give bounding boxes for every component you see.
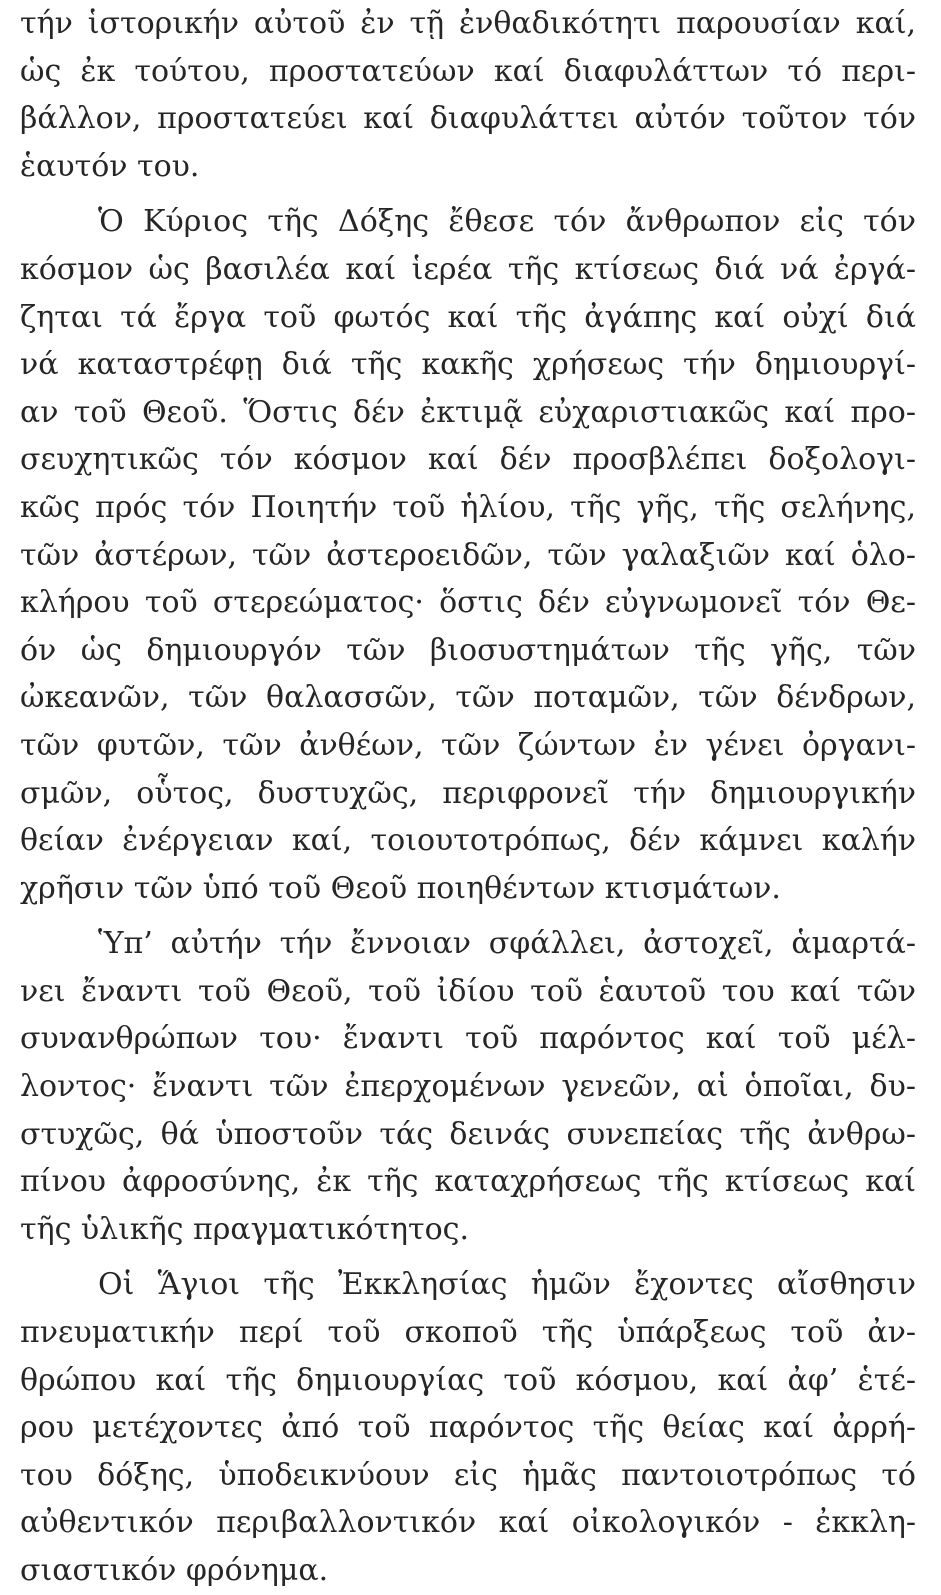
- text-line: σμῶν, οὗτος, δυστυχῶς, περιφρονεῖ τήν δημιουργικήν: [20, 775, 916, 811]
- paragraph-3: [20, 920, 916, 1253]
- text-line: σευχητικῶς τόν κόσμον καί δέν προσβλέπει δοξολογι-: [20, 442, 916, 478]
- text-line: σιαστικόν φρόνημα.: [20, 1553, 329, 1588]
- text-line: θείαν ἐνέργειαν καί, τοιουτοτρόπως, δέν κάμνει καλήν: [20, 823, 916, 859]
- paragraph-gap: [20, 912, 916, 920]
- text-line: ὠκεανῶν, τῶν θαλασσῶν, τῶν ποταμῶν, τῶν δένδρων,: [20, 680, 916, 716]
- text-line: τῶν φυτῶν, τῶν ἀνθέων, τῶν ζώντων ἐν γένει ὀργανι-: [20, 727, 916, 763]
- text-line: τῶν ἀστέρων, τῶν ἀστεροειδῶν, τῶν γαλαξιῶν καί ὁλο-: [20, 537, 916, 573]
- text-line: του δόξης, ὑποδεικνύουν εἰς ἡμᾶς παντοιοτρόπως τό: [20, 1457, 916, 1493]
- text-line: στυχῶς, θά ὑποστοῦν τάς δεινάς συνεπείας τῆς ἀνθρω-: [20, 1116, 916, 1152]
- text-line: τῆς ὑλικῆς πραγματικότητος.: [20, 1211, 470, 1247]
- text-line: ρου μετέχοντες ἀπό τοῦ παρόντος τῆς θείας καί ἀρρή-: [20, 1410, 916, 1446]
- text-line: ὡς ἐκ τούτου, προστατεύων καί διαφυλάττων τό περι-: [20, 53, 916, 89]
- paragraph-1: [20, 0, 916, 190]
- paragraph-gap: [20, 190, 916, 198]
- text-line: χρῆσιν τῶν ὑπό τοῦ Θεοῦ ποιηθέντων κτισμάτων.: [20, 870, 781, 906]
- paragraph-gap: [20, 1253, 916, 1261]
- text-line: νει ἔναντι τοῦ Θεοῦ, τοῦ ἰδίου τοῦ ἑαυτοῦ του καί τῶν: [20, 973, 916, 1009]
- text-line: τήν ἱστορικήν αὐτοῦ ἐν τῇ ἐνθαδικότητι παρουσίαν καί,: [20, 6, 916, 41]
- text-line: κῶς πρός τόν Ποιητήν τοῦ ἡλίου, τῆς γῆς, τῆς σελήνης,: [20, 489, 916, 525]
- text-line: Ὁ Κύριος τῆς Δόξης ἔθεσε τόν ἄνθρωπον εἰς τόν: [98, 204, 916, 240]
- document-page: [20, 0, 916, 1595]
- text-line: βάλλον, προστατεύει καί διαφυλάττει αὐτόν τοῦτον τόν: [20, 101, 916, 137]
- text-line: νά καταστρέφῃ διά τῆς κακῆς χρήσεως τήν δημιουργί-: [20, 347, 916, 383]
- text-line: Ὑπ’ αὐτήν τήν ἔννοιαν σφάλλει, ἀστοχεῖ, ἁμαρτά-: [98, 926, 916, 962]
- text-line: Οἱ Ἅγιοι τῆς Ἐκκλησίας ἡμῶν ἔχοντες αἴσθησιν: [98, 1267, 916, 1303]
- text-line: αὐθεντικόν περιβαλλοντικόν καί οἰκολογικόν - ἐκκλη-: [20, 1505, 916, 1541]
- text-line: ζηται τά ἔργα τοῦ φωτός καί τῆς ἀγάπης καί οὐχί διά: [20, 299, 916, 335]
- text-line: κόσμον ὡς βασιλέα καί ἱερέα τῆς κτίσεως διά νά ἐργά-: [20, 251, 916, 287]
- text-line: θρώπου καί τῆς δημιουργίας τοῦ κόσμου, καί ἀφ’ ἑτέ-: [20, 1362, 916, 1398]
- text-line: όν ὡς δημιουργόν τῶν βιοσυστημάτων τῆς γῆς, τῶν: [20, 632, 916, 668]
- text-line: λοντος· ἔναντι τῶν ἐπερχομένων γενεῶν, αἱ ὁποῖαι, δυ-: [20, 1069, 916, 1105]
- text-line: πίνου ἀφροσύνης, ἐκ τῆς καταχρήσεως τῆς κτίσεως καί: [20, 1164, 916, 1200]
- text-line: ἑαυτόν του.: [20, 148, 200, 184]
- paragraph-2: [20, 198, 916, 912]
- text-line: κλήρου τοῦ στερεώματος· ὅστις δέν εὐγνωμονεῖ τόν Θε-: [20, 585, 916, 621]
- text-line: αν τοῦ Θεοῦ. Ὅστις δέν ἐκτιμᾷ εὐχαριστιακῶς καί προ-: [20, 394, 916, 430]
- paragraph-4: [20, 1261, 916, 1594]
- text-line: πνευματικήν περί τοῦ σκοποῦ τῆς ὑπάρξεως τοῦ ἀν-: [20, 1315, 916, 1351]
- text-line: συνανθρώπων του· ἔναντι τοῦ παρόντος καί τοῦ μέλ-: [20, 1021, 916, 1057]
